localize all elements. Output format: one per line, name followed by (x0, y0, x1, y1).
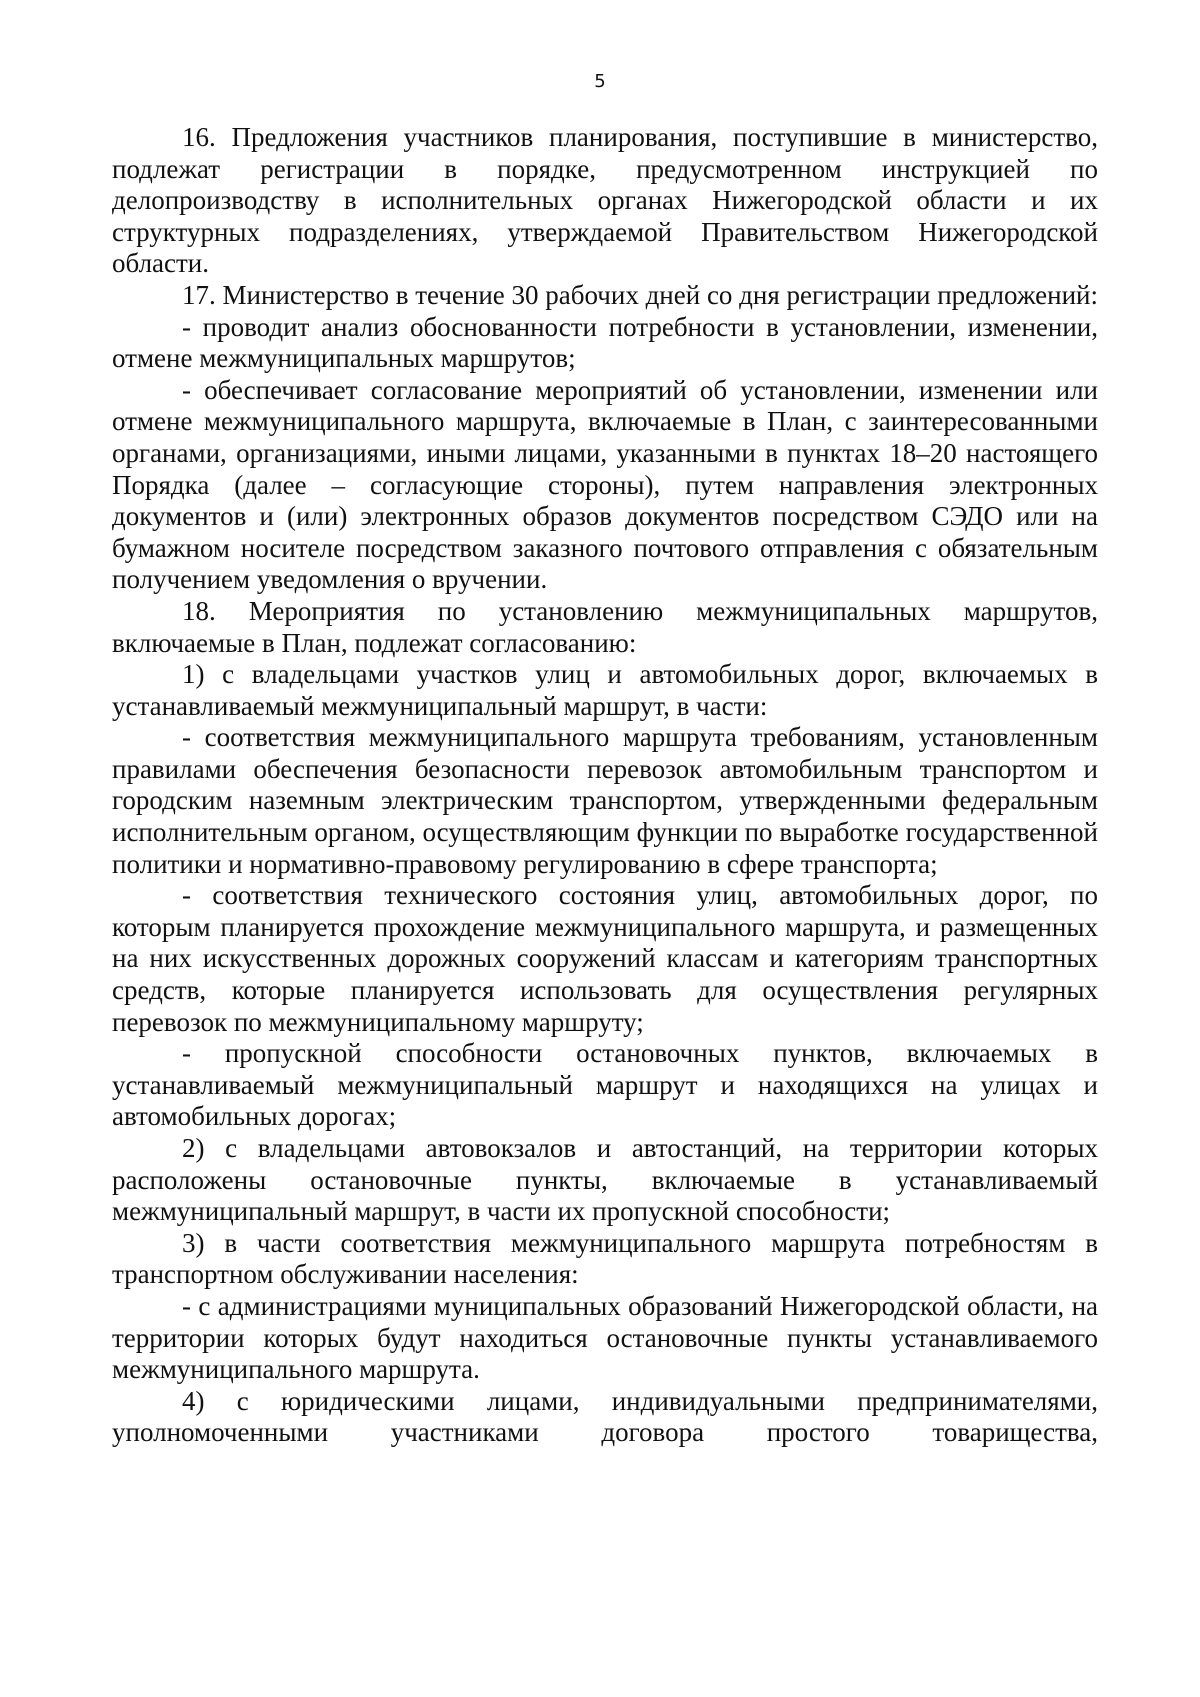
paragraph-17: 17. Министерство в течение 30 рабочих дней со дня регистрации предложений: (182, 279, 1098, 310)
page-number: 5 (594, 71, 606, 92)
paragraph-18-subitem-4: 4) с юридическими лицами, индивидуальными предпринимателями, уполномоченными участниками договора простого товарищества, (112, 1385, 1098, 1448)
paragraph-16: 16. Предложения участников планирования, поступившие в министерство, подлежат регистрации в порядке, предусмотренном инструкцией по делопроизводству в исполнительных органах Нижегородской области и их структурных подразделениях, утверждаемой Правительством Нижегородской области. (112, 122, 1098, 279)
paragraph-18-1-stop-capacity: - пропускной способности остановочных пунктов, включаемых в устанавливаемый межмуниципальный маршрут и находящихся на улицах и автомобильных дорогах; (112, 1038, 1098, 1132)
paragraph-18-1-technical-state: - соответствия технического состояния улиц, автомобильных дорог, по которым планируется прохождение межмуниципального маршрута, и размещенных на них искусственных дорожных сооружений классам и категориям транспортных средств, которые планируется использовать для осуществления регулярных перевозок по межмуниципальному маршруту; (112, 880, 1098, 1037)
document-body (112, 122, 1098, 1449)
paragraph-18-subitem-2: 2) с владельцами автовокзалов и автостанций, на территории которых расположены остановочные пункты, включаемые в устанавливаемый межмуниципальный маршрут, в части их пропускной способности; (112, 1133, 1098, 1227)
paragraph-17-item-analysis: - проводит анализ обоснованности потребности в установлении, изменении, отмене межмуниципальных маршрутов; (112, 311, 1098, 374)
paragraph-17-item-approval: - обеспечивает согласование мероприятий об установлении, изменении или отмене межмуниципального маршрута, включаемые в План, с заинтересованными органами, организациями, иными лицами, указанными в пунктах 18–20 настоящего Порядка (далее – согласующие стороны), путем направления электронных документов и (или) электронных образов документов посредством СЭДО или на бумажном носителе посредством заказного почтового отправления с обязательным получением уведомления о вручении. (112, 374, 1098, 595)
paragraph-18: 18. Мероприятия по установлению межмуниципальных маршрутов, включаемые в План, подлежат согласованию: (112, 595, 1098, 658)
paragraph-18-1-requirements: - соответствия межмуниципального маршрута требованиям, установленным правилами обеспечения безопасности перевозок автомобильным транспортом и городским наземным электрическим транспортом, утвержденными федеральным исполнительным органом, осуществляющим функции по выработке государственной политики и нормативно-правовому регулированию в сфере транспорта; (112, 722, 1098, 879)
paragraph-18-subitem-1: 1) с владельцами участков улиц и автомобильных дорог, включаемых в устанавливаемый межмуниципальный маршрут, в части: (112, 659, 1098, 721)
paragraph-18-subitem-3: 3) в части соответствия межмуниципального маршрута потребностям в транспортном обслуживании населения: (112, 1227, 1098, 1290)
paragraph-18-3-administrations: - с администрациями муниципальных образований Нижегородской области, на территории которых будут находиться остановочные пункты устанавливаемого межмуниципального маршрута. (112, 1290, 1098, 1385)
